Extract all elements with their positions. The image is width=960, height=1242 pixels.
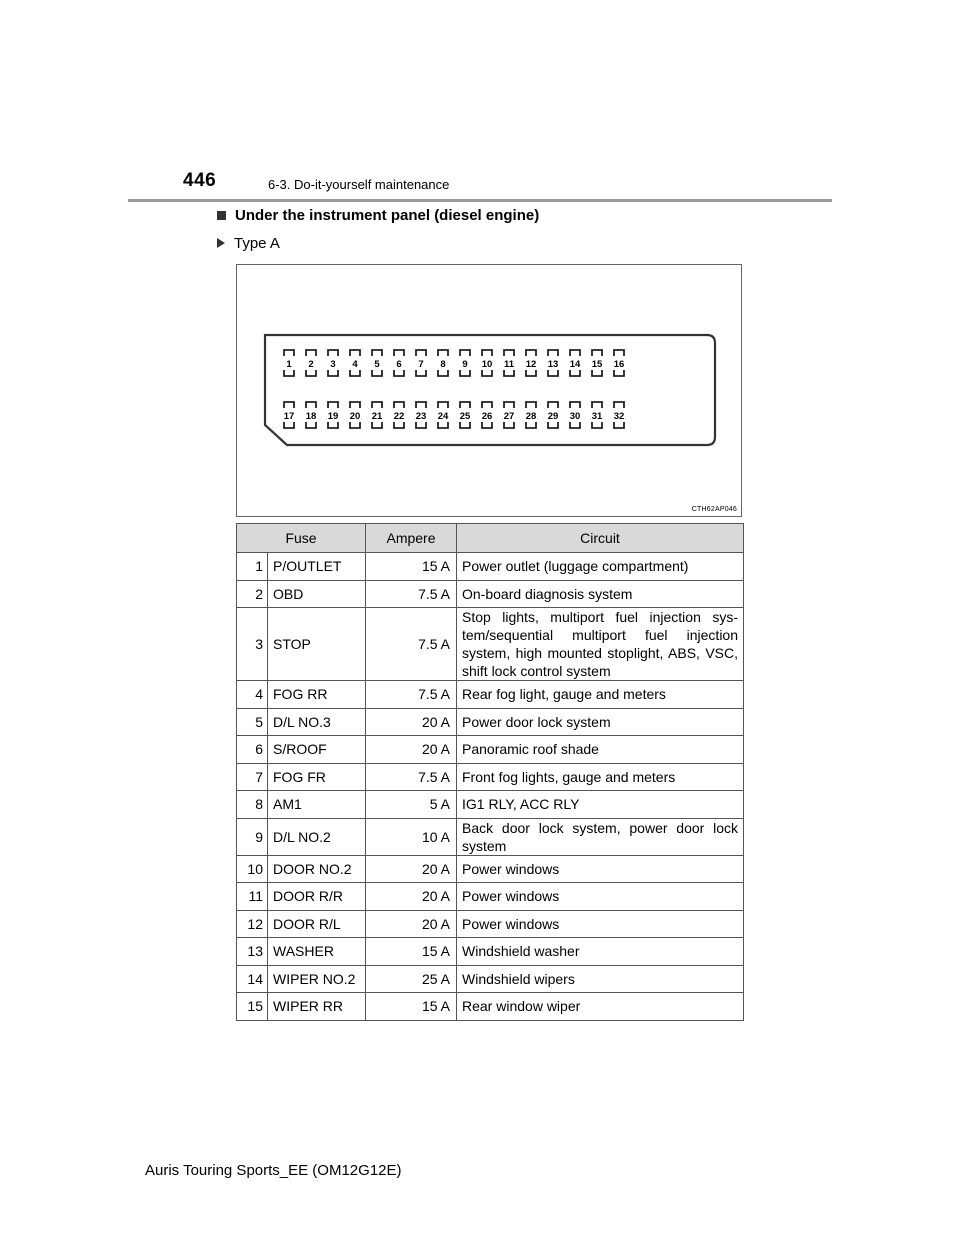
- fuse-slot-number: 13: [547, 359, 559, 370]
- fuse-ampere: 20 A: [366, 708, 457, 736]
- fuse-ampere: 10 A: [366, 818, 457, 855]
- fuse-name: STOP: [268, 608, 366, 681]
- fuse-slot-number: 28: [525, 411, 537, 422]
- fuse-ampere: 7.5 A: [366, 608, 457, 681]
- fuse-slot-number: 25: [459, 411, 471, 422]
- table-row: [237, 608, 744, 681]
- fuse-slot-number: 22: [393, 411, 405, 422]
- fuse-number: 2: [237, 580, 268, 608]
- fuse-ampere: 20 A: [366, 910, 457, 938]
- fuse-number: 3: [237, 608, 268, 681]
- table-row: [237, 965, 744, 993]
- fuse-number: 8: [237, 791, 268, 819]
- fuse-circuit: Windshield wipers: [457, 965, 744, 993]
- table-row: [237, 791, 744, 819]
- fuse-name: FOG FR: [268, 763, 366, 791]
- table-row: [237, 993, 744, 1021]
- fuse-slot-number: 1: [286, 359, 292, 370]
- fuse-number: 10: [237, 855, 268, 883]
- fuse-name: D/L NO.3: [268, 708, 366, 736]
- fuse-slot-number: 30: [569, 411, 581, 422]
- section-heading-text: Under the instrument panel (diesel engine): [235, 207, 540, 224]
- fuse-circuit: Power outlet (luggage compartment): [457, 553, 744, 581]
- fuse-table: [236, 523, 744, 1021]
- table-row: [237, 818, 744, 855]
- diagram-code: CTH62AP046: [691, 506, 737, 513]
- fuse-slot-number: 4: [352, 359, 358, 370]
- fuse-circuit: Power windows: [457, 910, 744, 938]
- fuse-number: 6: [237, 736, 268, 764]
- fuse-number: 15: [237, 993, 268, 1021]
- header-fuse: Fuse: [237, 524, 366, 553]
- fuse-number: 1: [237, 553, 268, 581]
- fuse-slot-number: 16: [613, 359, 625, 370]
- fuse-number: 12: [237, 910, 268, 938]
- header-divider: [128, 199, 832, 202]
- fuse-circuit: Stop lights, multiport fuel injection sys-tem/sequential multiport fuel injection system, high mounted stoplight, ABS, VSC, shift lock control system: [457, 608, 744, 681]
- fuse-name: WASHER: [268, 938, 366, 966]
- fuse-ampere: 15 A: [366, 993, 457, 1021]
- fuse-circuit: Front fog lights, gauge and meters: [457, 763, 744, 791]
- fuse-name: WIPER RR: [268, 993, 366, 1021]
- fuse-name: AM1: [268, 791, 366, 819]
- fuse-name: S/ROOF: [268, 736, 366, 764]
- subheading-text: Type A: [234, 235, 280, 252]
- fuse-slot-number: 2: [308, 359, 314, 370]
- fuse-box-drawing: [237, 265, 743, 518]
- fuse-name: DOOR R/L: [268, 910, 366, 938]
- fuse-slot-number: 15: [591, 359, 603, 370]
- fuse-slot-number: 19: [327, 411, 339, 422]
- fuse-name: P/OUTLET: [268, 553, 366, 581]
- fuse-slot-number: 10: [481, 359, 493, 370]
- fuse-name: DOOR R/R: [268, 883, 366, 911]
- table-row: [237, 938, 744, 966]
- section-heading: [217, 207, 539, 224]
- fuse-ampere: 15 A: [366, 553, 457, 581]
- fuse-slot-number: 12: [525, 359, 537, 370]
- fuse-name: WIPER NO.2: [268, 965, 366, 993]
- section-title: 6-3. Do-it-yourself maintenance: [268, 177, 450, 192]
- fuse-slot-number: 26: [481, 411, 493, 422]
- fuse-ampere: 7.5 A: [366, 681, 457, 709]
- fuse-slot-number: 21: [371, 411, 383, 422]
- fuse-circuit: IG1 RLY, ACC RLY: [457, 791, 744, 819]
- fuse-slot-number: 27: [503, 411, 515, 422]
- fuse-slot-number: 7: [418, 359, 424, 370]
- fuse-circuit: Rear fog light, gauge and meters: [457, 681, 744, 709]
- square-bullet-icon: [217, 211, 226, 220]
- fuse-number: 11: [237, 883, 268, 911]
- fuse-ampere: 5 A: [366, 791, 457, 819]
- fuse-slot-number: 6: [396, 359, 402, 370]
- fuse-slot-number: 14: [569, 359, 581, 370]
- table-row: [237, 708, 744, 736]
- table-row: [237, 763, 744, 791]
- table-row: [237, 883, 744, 911]
- fuse-name: D/L NO.2: [268, 818, 366, 855]
- fuse-circuit: On-board diagnosis system: [457, 580, 744, 608]
- fuse-number: 14: [237, 965, 268, 993]
- table-row: [237, 855, 744, 883]
- fuse-ampere: 25 A: [366, 965, 457, 993]
- fuse-name: FOG RR: [268, 681, 366, 709]
- fuse-circuit: Back door lock system, power door lock system: [457, 818, 744, 855]
- fuse-slot-number: 9: [462, 359, 468, 370]
- fuse-slot-number: 20: [349, 411, 361, 422]
- fuse-ampere: 20 A: [366, 883, 457, 911]
- page-number: 446: [183, 170, 217, 191]
- fuse-number: 7: [237, 763, 268, 791]
- fuse-number: 4: [237, 681, 268, 709]
- fuse-circuit: Rear window wiper: [457, 993, 744, 1021]
- fuse-number: 5: [237, 708, 268, 736]
- fuse-circuit: Panoramic roof shade: [457, 736, 744, 764]
- header-ampere: Ampere: [366, 524, 457, 553]
- table-row: [237, 580, 744, 608]
- fuse-circuit: Power windows: [457, 883, 744, 911]
- fuse-circuit: Windshield washer: [457, 938, 744, 966]
- fuse-box-diagram: [236, 264, 742, 517]
- fuse-number: 13: [237, 938, 268, 966]
- fuse-slot-number: 29: [547, 411, 559, 422]
- fuse-slot-number: 5: [374, 359, 380, 370]
- fuse-slot-number: 3: [330, 359, 336, 370]
- fuse-ampere: 20 A: [366, 855, 457, 883]
- fuse-ampere: 7.5 A: [366, 763, 457, 791]
- table-row: [237, 681, 744, 709]
- fuse-slot-number: 32: [613, 411, 625, 422]
- table-row: [237, 910, 744, 938]
- table-row: [237, 553, 744, 581]
- fuse-slot-number: 18: [305, 411, 317, 422]
- fuse-slot-number: 31: [591, 411, 603, 422]
- header-circuit: Circuit: [457, 524, 744, 553]
- fuse-slot-number: 8: [440, 359, 446, 370]
- fuse-ampere: 7.5 A: [366, 580, 457, 608]
- fuse-slot-number: 23: [415, 411, 427, 422]
- footer-manual-title: Auris Touring Sports_EE (OM12G12E): [145, 1162, 402, 1179]
- table-header-row: [237, 524, 744, 553]
- fuse-slot-number: 24: [437, 411, 449, 422]
- fuse-ampere: 15 A: [366, 938, 457, 966]
- fuse-name: DOOR NO.2: [268, 855, 366, 883]
- subheading: [217, 235, 280, 252]
- fuse-number: 9: [237, 818, 268, 855]
- arrow-bullet-icon: [217, 238, 225, 248]
- fuse-circuit: Power windows: [457, 855, 744, 883]
- fuse-slot-number: 11: [503, 359, 515, 370]
- fuse-circuit: Power door lock system: [457, 708, 744, 736]
- fuse-slot-number: 17: [283, 411, 295, 422]
- table-row: [237, 736, 744, 764]
- fuse-name: OBD: [268, 580, 366, 608]
- fuse-ampere: 20 A: [366, 736, 457, 764]
